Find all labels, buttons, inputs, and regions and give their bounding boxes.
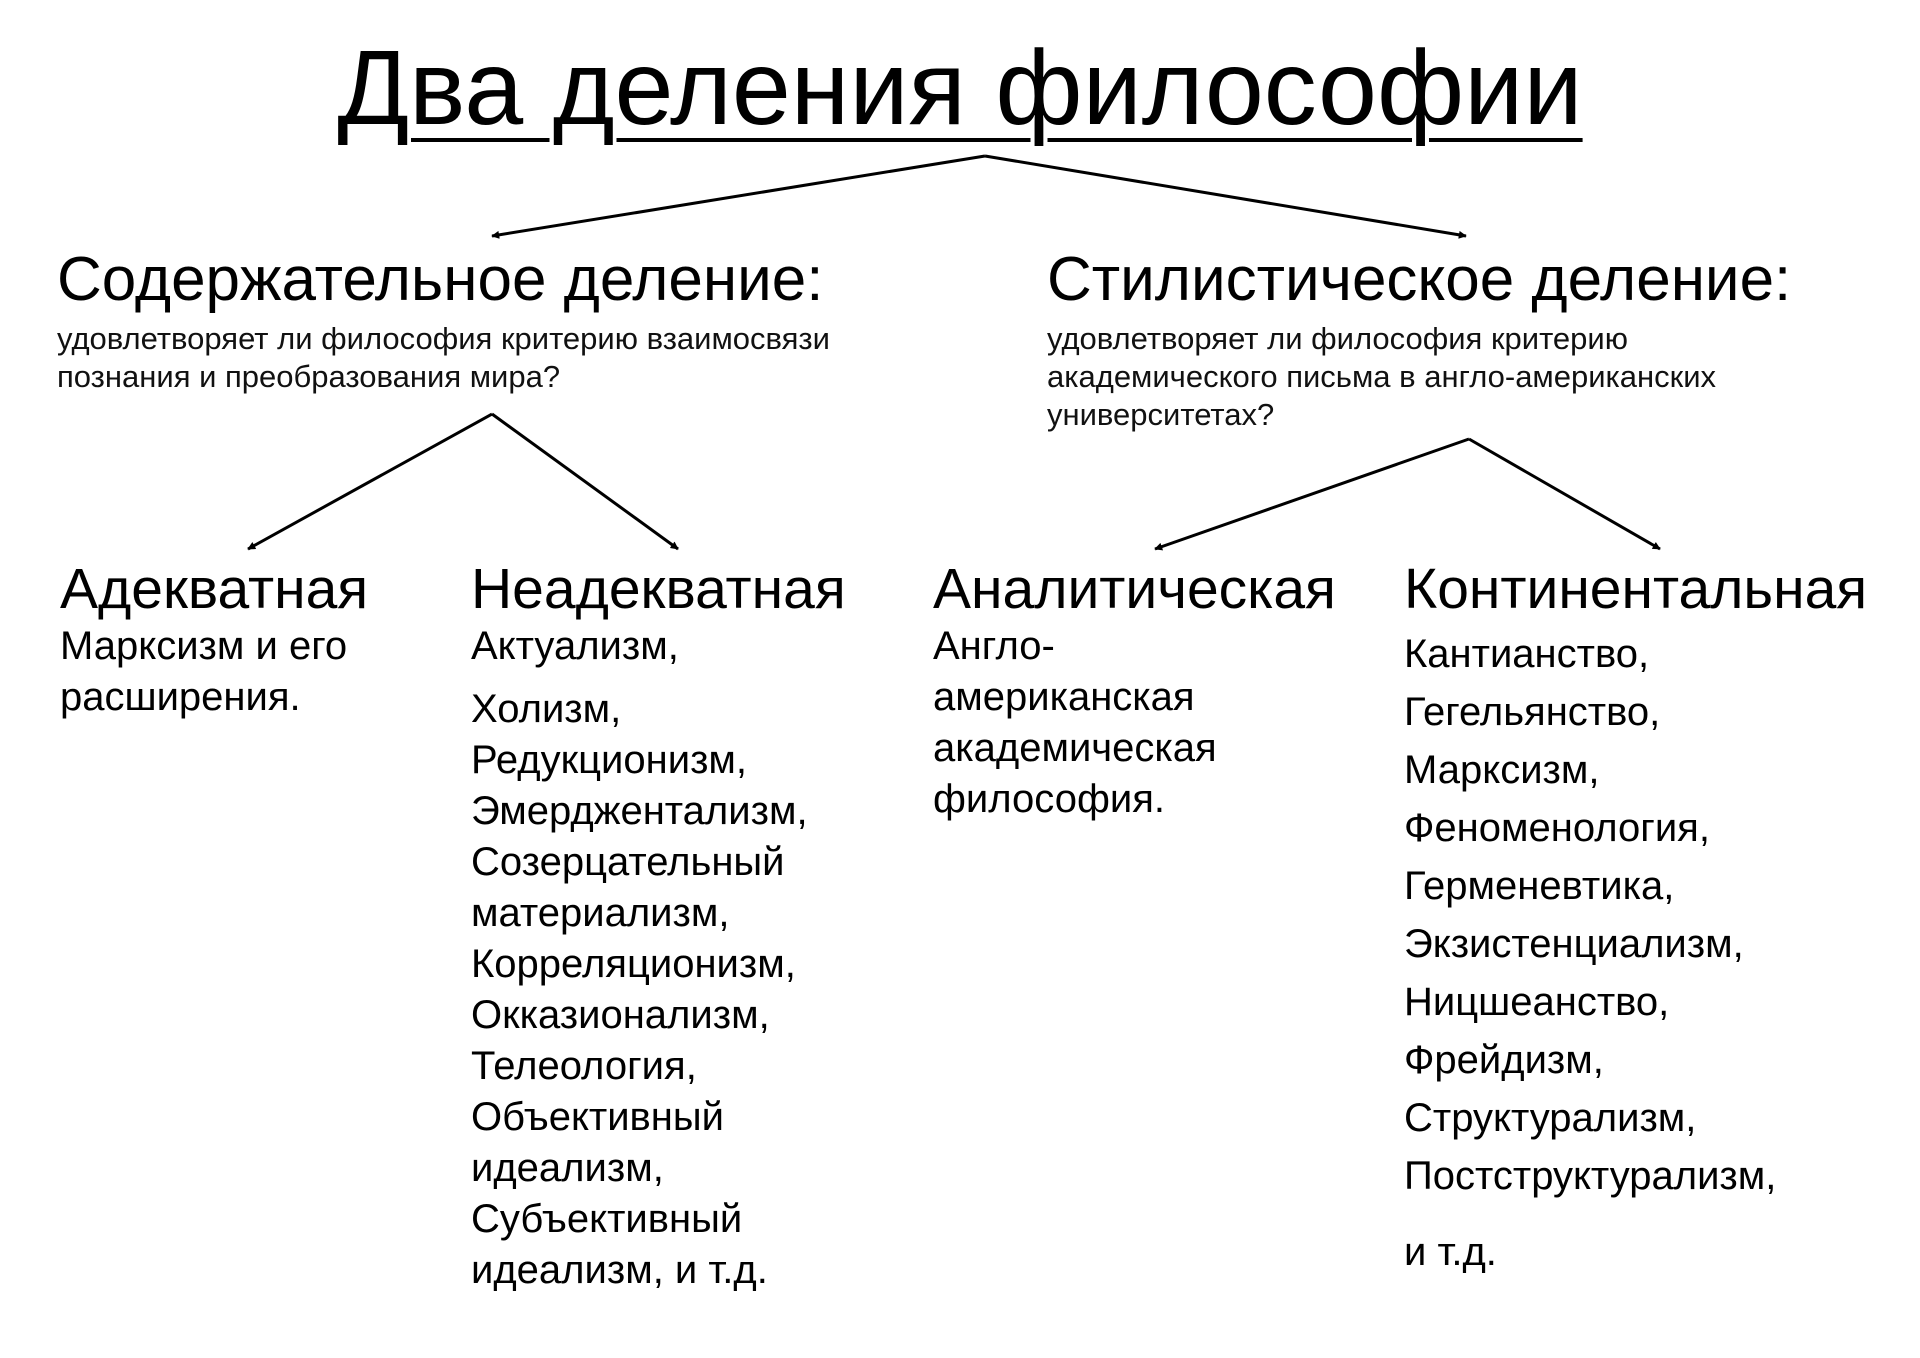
list-item: Эмерджентализм, bbox=[471, 788, 808, 833]
category-inadequate-heading: Неадекватная bbox=[471, 557, 846, 621]
category-inadequate bbox=[471, 558, 901, 1296]
list-item: Объективный bbox=[471, 1094, 724, 1139]
list-item: материализм, bbox=[471, 890, 730, 935]
list-item: Телеология, bbox=[471, 1043, 697, 1088]
list-item: Гегельянство, bbox=[1404, 689, 1661, 734]
category-analytic-list bbox=[933, 621, 1373, 825]
category-analytic-heading: Аналитическая bbox=[933, 557, 1336, 621]
arrow-title-to-content bbox=[492, 156, 985, 236]
division-content bbox=[57, 246, 957, 396]
division-content-heading: Содержательное деление: bbox=[57, 245, 824, 314]
division-style-question: удовлетворяет ли философия критерию академического письма в англо-американских университетах? bbox=[1047, 321, 1717, 433]
list-item: Окказионализм, bbox=[471, 992, 770, 1037]
list-item: Марксизм, bbox=[1404, 747, 1600, 792]
list-item: Герменевтика, bbox=[1404, 863, 1675, 908]
list-item: Феноменология, bbox=[1404, 805, 1710, 850]
list-item: Актуализм, bbox=[471, 623, 679, 668]
list-item: Корреляционизм, bbox=[471, 941, 796, 986]
list-item: Структурализм, bbox=[1404, 1095, 1697, 1140]
category-analytic bbox=[933, 558, 1373, 825]
category-adequate bbox=[60, 558, 440, 723]
list-item: Англо- bbox=[933, 623, 1055, 668]
list-item: Ницшеанство, bbox=[1404, 979, 1670, 1024]
list-item: Кантианство, bbox=[1404, 631, 1650, 676]
division-style-heading: Стилистическое деление: bbox=[1047, 245, 1792, 314]
arrow-style-to-continental bbox=[1469, 439, 1660, 549]
list-item: идеализм, и т.д. bbox=[471, 1247, 768, 1292]
arrow-content-to-inadequate bbox=[492, 414, 678, 549]
category-continental bbox=[1404, 558, 1914, 1281]
list-item: Созерцательный bbox=[471, 839, 785, 884]
division-content-question: удовлетворяет ли философия критерию взаимосвязи познания и преобразования мира? bbox=[57, 321, 830, 395]
list-item: Редукционизм, bbox=[471, 737, 748, 782]
list-item: Холизм, bbox=[471, 686, 622, 731]
arrow-content-to-adequate bbox=[248, 414, 492, 549]
list-item: Постструктурализм, bbox=[1404, 1153, 1777, 1198]
list-item: Субъективный bbox=[471, 1196, 743, 1241]
list-item: Фрейдизм, bbox=[1404, 1037, 1604, 1082]
category-continental-list bbox=[1404, 625, 1914, 1281]
category-adequate-heading: Адекватная bbox=[60, 557, 369, 621]
list-item: американская bbox=[933, 674, 1195, 719]
list-item: идеализм, bbox=[471, 1145, 664, 1190]
category-inadequate-list bbox=[471, 621, 901, 1296]
list-item: Экзистенциализм, bbox=[1404, 921, 1744, 966]
category-continental-heading: Континентальная bbox=[1404, 557, 1868, 621]
list-item: философия. bbox=[933, 776, 1166, 821]
list-item: расширения. bbox=[60, 674, 301, 719]
list-item: и т.д. bbox=[1404, 1229, 1497, 1274]
page-title: Два деления философии bbox=[337, 29, 1583, 147]
arrow-style-to-analytic bbox=[1155, 439, 1469, 549]
list-item: академическая bbox=[933, 725, 1217, 770]
arrow-title-to-style bbox=[985, 156, 1466, 236]
division-style bbox=[1047, 246, 1907, 434]
list-item: Марксизм и его bbox=[60, 623, 348, 668]
category-adequate-list bbox=[60, 621, 440, 723]
